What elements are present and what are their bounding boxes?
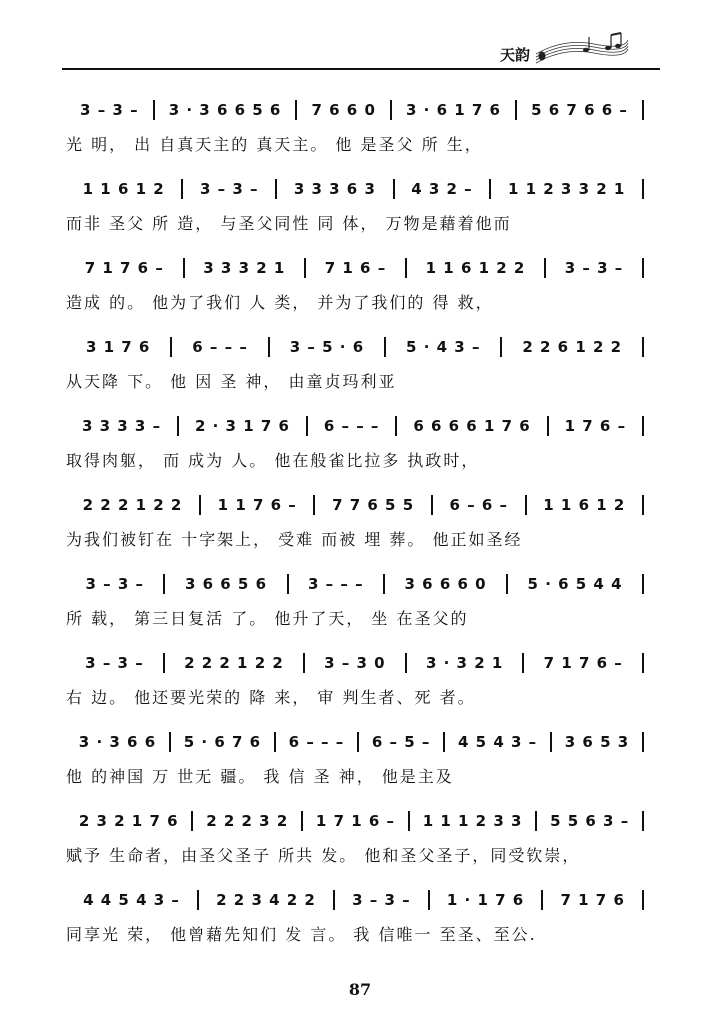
measure: 5 · 6 7 6 <box>183 733 262 751</box>
measure: 3 · 3 2 1 <box>425 654 504 672</box>
measure: 3 – – – <box>307 575 364 593</box>
measure: 4 3 2 – <box>411 180 473 198</box>
lyrics-line: 取得肉躯， 而 成为 人。 他在般雀比拉多 执政时， <box>66 451 480 470</box>
measure: 2 2 6 1 2 2 <box>522 338 623 356</box>
measure: 3 6 5 3 <box>564 733 630 751</box>
barline <box>642 495 644 515</box>
measure: 3 – 3 – <box>200 180 259 198</box>
lyrics-line: 他 的神国 万 世无 疆。 我 信 圣 神， 他是主及 <box>66 767 454 786</box>
measure: 2 2 2 1 2 2 <box>82 496 183 514</box>
measure: 3 – 3 – <box>352 891 411 909</box>
barline <box>642 179 644 199</box>
measure: 4 4 5 4 3 – <box>83 891 180 909</box>
score-system <box>66 811 644 890</box>
measure: 5 · 6 5 4 4 <box>527 575 623 593</box>
notation-line <box>66 495 644 515</box>
measure: 7 1 7 6 – <box>84 259 164 277</box>
measure: 3 3 3 3 – <box>81 417 162 435</box>
lyrics-line: 所 载， 第三日复活 了。 他升了天， 坐 在圣父的 <box>66 609 469 628</box>
measure: 2 · 3 1 7 6 <box>194 417 290 435</box>
measure: 3 · 6 1 7 6 <box>406 101 501 119</box>
lyrics-line: 为我们被钉在 十字架上， 受难 而被 埋 葬。 他正如圣经 <box>66 530 523 549</box>
notation-line <box>66 258 644 278</box>
music-notes-staff-icon <box>534 32 630 66</box>
measure: 3 – 3 – <box>564 259 624 277</box>
measure: 7 1 6 – <box>324 259 387 277</box>
score-system <box>66 416 644 495</box>
measure: 3 3 3 2 1 <box>203 259 286 277</box>
score-system <box>66 337 644 416</box>
jianpu-score <box>66 100 644 969</box>
score-system <box>66 653 644 732</box>
score-system <box>66 495 644 574</box>
lyrics-line: 光 明， 出 自真天主的 真天主。 他 是圣父 所 生， <box>66 135 483 154</box>
measure: 5 · 4 3 – <box>406 338 481 356</box>
measure: 7 1 7 6 <box>560 891 625 909</box>
notation-line <box>66 811 644 831</box>
measure: 2 2 2 1 2 2 <box>184 654 284 672</box>
measure: 3 · 3 6 6 5 6 <box>168 101 282 119</box>
measure: 1 1 2 3 3 2 1 <box>507 180 626 198</box>
measure: 6 – 6 – <box>449 496 508 514</box>
measure: 6 6 6 6 1 7 6 <box>413 417 531 435</box>
measure: 3 3 3 6 3 <box>293 180 376 198</box>
measure: 6 – – – <box>323 417 380 435</box>
measure: 4 5 4 3 – <box>458 733 538 751</box>
measure: 5 5 6 3 – <box>550 812 630 830</box>
measure: 3 6 6 6 0 <box>404 575 487 593</box>
page-header <box>62 28 660 70</box>
score-system <box>66 258 644 337</box>
notation-line <box>66 574 644 594</box>
score-system <box>66 574 644 653</box>
measure: 2 3 2 1 7 6 <box>78 812 179 830</box>
barline <box>642 811 644 831</box>
barline <box>642 732 644 752</box>
barline <box>642 653 644 673</box>
measure: 1 1 6 1 2 <box>543 496 626 514</box>
measure: 7 7 6 5 5 <box>332 496 415 514</box>
measure: 1 1 6 1 2 <box>82 180 165 198</box>
barline <box>642 416 644 436</box>
lyrics-line: 从天降 下。 他 因 圣 神， 由童贞玛利亚 <box>66 372 397 391</box>
page-number: 87 <box>348 980 372 999</box>
measure: 1 7 6 – <box>564 417 627 435</box>
barline <box>642 258 644 278</box>
measure: 1 1 1 2 3 3 <box>422 812 523 830</box>
notation-line <box>66 416 644 436</box>
barline <box>642 100 644 120</box>
measure: 2 2 3 4 2 2 <box>216 891 316 909</box>
score-system <box>66 890 644 969</box>
lyrics-line: 赋予 生命者，由圣父圣子 所共 发。 他和圣父圣子，同受钦崇， <box>66 846 581 865</box>
measure: 1 7 1 6 – <box>315 812 396 830</box>
measure: 6 – 5 – <box>371 733 431 751</box>
measure: 3 6 6 5 6 <box>184 575 268 593</box>
measure: 3 – 5 · 6 <box>289 338 365 356</box>
measure: 3 – 3 – <box>85 575 145 593</box>
measure: 5 6 7 6 6 – <box>531 101 628 119</box>
barline <box>642 574 644 594</box>
measure: 3 – 3 – <box>80 101 139 119</box>
measure: 1 · 1 7 6 <box>446 891 525 909</box>
measure: 2 2 2 3 2 <box>206 812 289 830</box>
measure: 7 6 6 0 <box>311 101 376 119</box>
notation-line <box>66 890 644 910</box>
notation-line <box>66 337 644 357</box>
notation-line <box>66 179 644 199</box>
notation-line <box>66 732 644 752</box>
measure: 1 1 7 6 – <box>217 496 297 514</box>
lyrics-line: 而非 圣父 所 造， 与圣父同性 同 体， 万物是藉着他而 <box>66 214 512 233</box>
header-title: 天韵 <box>499 46 530 64</box>
measure: 7 1 7 6 – <box>543 654 623 672</box>
barline <box>642 337 644 357</box>
measure: 3 1 7 6 <box>85 338 151 356</box>
notation-line <box>66 653 644 673</box>
measure: 6 – – – <box>192 338 248 356</box>
score-system <box>66 100 644 179</box>
lyrics-line: 右 边。 他还要光荣的 降 来， 审 判生者、死 者。 <box>66 688 476 707</box>
score-system <box>66 179 644 258</box>
score-system <box>66 732 644 811</box>
measure: 3 – 3 – <box>85 654 144 672</box>
barline <box>642 890 644 910</box>
lyrics-line: 同享光 荣， 他曾藉先知们 发 言。 我 信唯一 至圣、至公. <box>66 925 537 944</box>
lyrics-line: 造成 的。 他为了我们 人 类， 并为了我们的 得 救， <box>66 293 494 312</box>
measure: 6 – – – <box>288 733 345 751</box>
measure: 1 1 6 1 2 2 <box>425 259 526 277</box>
notation-line <box>66 100 644 120</box>
measure: 3 · 3 6 6 <box>78 733 157 751</box>
measure: 3 – 3 0 <box>324 654 386 672</box>
